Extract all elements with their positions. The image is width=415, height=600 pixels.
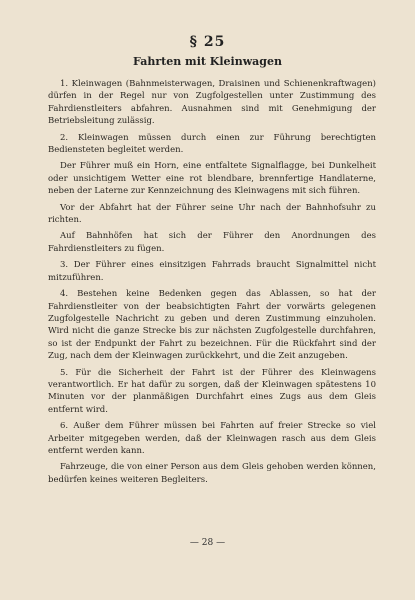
paragraph: 3. Der Führer eines einsitzigen Fahrrads braucht Signalmittel nicht mitzuführen. <box>48 260 376 283</box>
paragraph: 6. Außer dem Führer müssen bei Fahrten auf freier Strecke so viel Arbeiter mitgegeben werden, daß der Kleinwagen rasch aus dem Gleis entfernt werden kann. <box>48 421 376 456</box>
paragraph: Vor der Abfahrt hat der Führer seine Uhr nach der Bahnhofsuhr zu richten. <box>48 202 376 226</box>
paragraph: 5. Für die Sicherheit der Fahrt ist der Führer des Kleinwagens verantwortlich. Er hat dafür zu sorgen, daß der Kleinwagen spätestens 10 Minuten vor der planmäßigen Durchfahrt eines Zugs aus dem Gleis entfernt wird. <box>48 367 376 415</box>
body-text <box>48 78 376 490</box>
page-number: — 28 — <box>189 538 226 548</box>
paragraph: 4. Bestehen keine Bedenken gegen das Ablassen, so hat der Fahrdienstleiter von der beabsichtigten Fahrt der vorwärts gelegenen Zugfolgestelle Nachricht zu geben und deren Zustimmung einzuholen. Wird nicht die ganze Strecke bis zur nächsten Zugfolgestelle durchfahren, so ist der Endpunkt der Fahrt zu bezeichnen. Für die Rückfahrt sind der Zug, nach dem der Kleinwagen zurückkehrt, und die Zeit anzugeben. <box>48 289 376 362</box>
section-title: Fahrten mit Kleinwagen <box>133 55 282 68</box>
paragraph: 1. Kleinwagen (Bahnmeisterwagen, Draisinen und Schienenkraftwagen) dürfen in der Regel nur von Zugfolgestellen unter Zustimmung des Fahrdienstleiters abfahren. Ausnahmen sind mit Genehmigung der Betriebsleitung zulässig. <box>48 79 376 127</box>
section-number: § 25 <box>189 34 226 50</box>
paragraph: Fahrzeuge, die von einer Person aus dem Gleis gehoben werden können, bedürfen keines weiteren Begleiters. <box>48 462 376 485</box>
paragraph: Auf Bahnhöfen hat sich der Führer den Anordnungen des Fahrdienstleiters zu fügen. <box>48 231 376 254</box>
paragraph: Der Führer muß ein Horn, eine entfaltete Signalflagge, bei Dunkelheit oder unsichtigem Wetter eine rot blendbare, brennfertige Handlaterne, neben der Laterne zur Kennzeichnung des Kleinwagens mit sich führen. <box>48 161 376 197</box>
paragraph: 2. Kleinwagen müssen durch einen zur Führung berechtigten Bediensteten begleitet werden. <box>48 132 376 156</box>
